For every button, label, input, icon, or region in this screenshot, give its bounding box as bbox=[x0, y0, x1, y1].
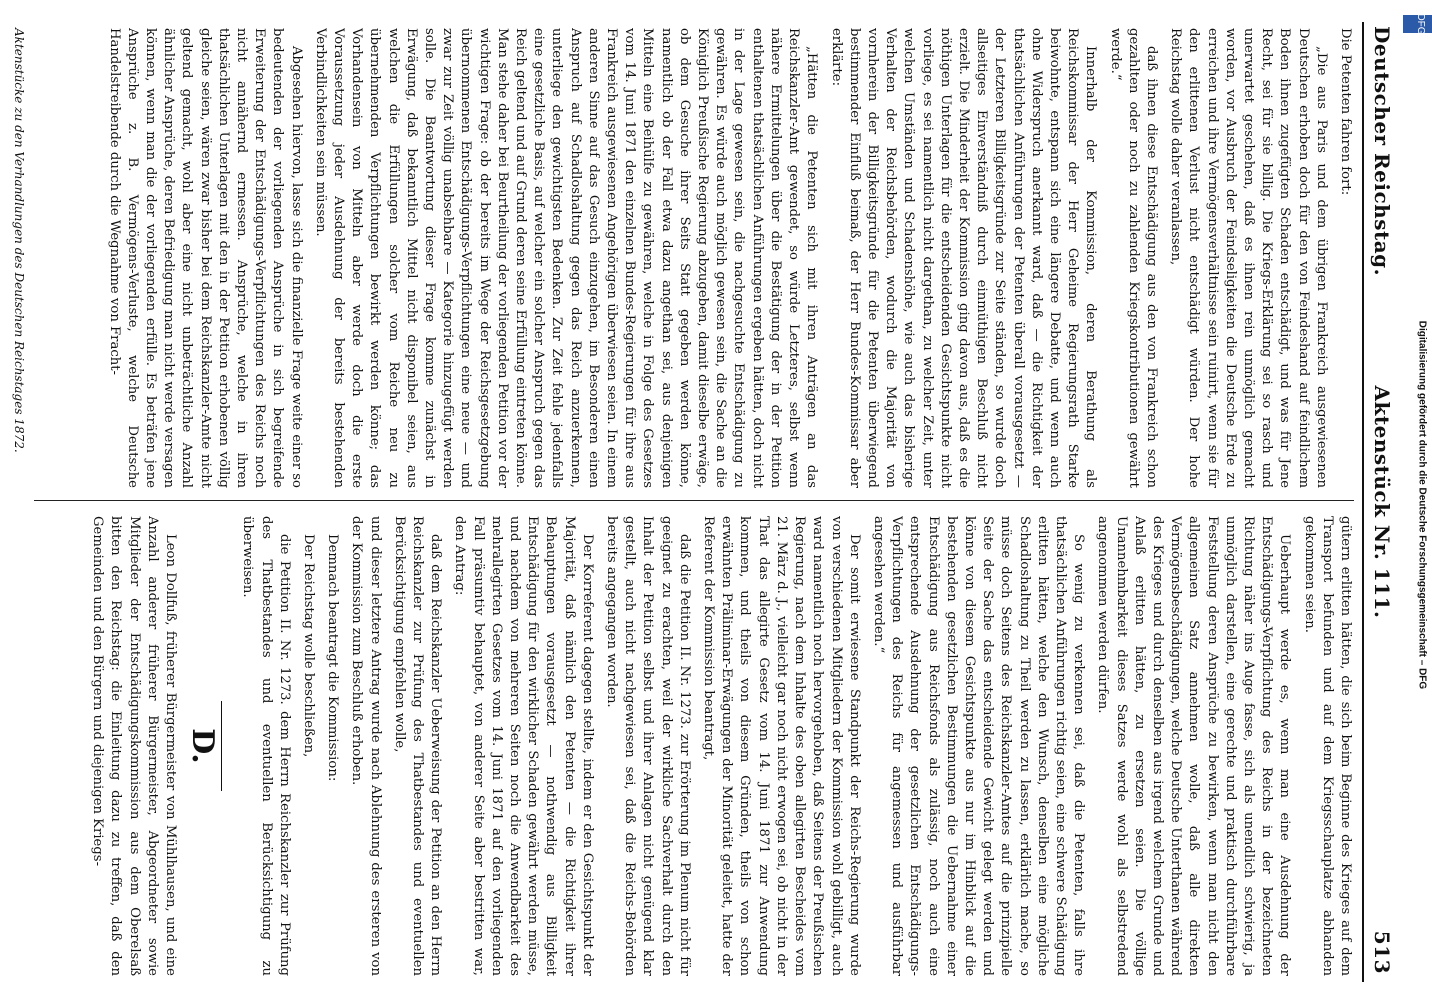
paragraph: daß die Petition II. Nr. 1273. zur Erörterung im Plenum nicht für geeignet zu erachten, weil der wirkliche Sachverhalt durch den Inhalt der Petition selbst und ihrer Anlagen nicht genügend klar gestellt, auch nicht nachgewiesen sei, daß die Reichs-Behörden bereits angegangen worden. bbox=[604, 516, 692, 976]
dfg-logo-icon: DFG bbox=[1403, 15, 1432, 33]
column-divider bbox=[34, 500, 1354, 501]
document-page bbox=[0, 22, 1402, 982]
paragraph: Demnach beantragt die Kommission: bbox=[325, 534, 341, 782]
paragraph: Der Korreferent dagegen stellte, indem er den Gesichtspunkt der Majorität, daß nämlich den Petenten — die Richtigkeit ihrer Behauptungen vorausgesetzt — nothwendig aus Billigkeit Entschädigung für den wirklicher Schaden gewährt werden müsse, und nachdem von mehreren Seiten noch die Anwendbarkeit des mehrallegirten Gesetzes vom 14. Juni 1871 auf den vorliegenden Fall präsumtiv behauptet, von anderer Seite aber bestritten war, den Antrag: bbox=[452, 516, 595, 976]
header-left-title: Deutscher Reichstag. bbox=[1370, 26, 1394, 277]
paragraph: gütern erlitten hätten, die sich beim Beginne des Krieges auf dem Transport befunden und auf dem Kriegsschauplatze abhanden gekommen seien. bbox=[1301, 516, 1353, 976]
paragraph: daß dem Reichskanzler Ueberweisung der Petition an den Herrn Reichskanzler zur Prüfung des Thatbestandes und eventuellen Berücksichtigung empfehlen wolle, bbox=[391, 516, 444, 976]
paragraph: So wenig zu verkennen sei, daß die Petenten, falls ihre thatsächlichen Anführungen richtig seien, eine schwere Schädigung erlitten hätten, welche den Wunsch, denselben eine mögliche Schadloshaltung zu Theil werden zu lassen, erklärlich mache, so müsse doch Seitens des Reichskanzler-Amtes auf die prinzipielle Seite der Sache das entscheidende Gewicht gelegt werden und könne von diesem Gesichtspunkte aus nur im Hinblick auf die bestehenden gesetzlichen Bestimmungen die Uebernahme einer Entschädigung aus Reichsfonds als zulässig, noch auch eine entsprechende Ausdehnung der gesetzlichen Entschädigungs-Verpflichtungen des Reichs für angemessen und ausführbar angesehen werden.“ bbox=[870, 516, 1087, 976]
header-center-title: Aktenstück Nr. 111. bbox=[1370, 385, 1394, 619]
section-rule bbox=[221, 701, 222, 791]
page-header bbox=[1362, 22, 1402, 982]
paragraph: „Die aus Paris und dem übrigen Frankreich ausgewiesenen Deutschen erhoben doch für den von Feindeshand auf feindlichem Boden ihnen zugefügten Schaden entschädigt, und was für Jene Recht, sei für sie billig. Die Kriegs-Erklärung sei so rasch und unerwartet geschehen, daß es ihnen rein unmöglich gemacht worden, vor Ausbruch der Feindseligkeiten die Deutsche Erde zu erreichen und ihre Vermögensverhältnisse sein ruinirt, wenn sie für den erlittenen Verlust nicht entschädigt würden. Der hohe Reichstag wolle daher veranlassen, bbox=[1168, 28, 1329, 488]
dfg-side-label bbox=[1416, 40, 1428, 970]
paragraph: Der somit erwiesene Standpunkt der Reichs-Regierung wurde von verschiedenen Mitgliedern der Kommission wohl gebilligt, auch ward namentlich noch hervorgehoben, daß Seitens der Preußischen Regierung, nach dem Inhalte des oben allegirten Bescheides vom 21. März d. J., vielleicht gar noch nicht erwogen sei, ob nicht in der That das allegirte Gesetz vom 14. Juni 1871 zur Anwendung kommen, und theils von diesem Gründen, theils von schon erwähnten Präliminar-Erwägungen der Minorität geleitet, hatte der Referent der Kommission beantragt, bbox=[701, 516, 862, 976]
paragraph: Die Petenten fahren fort: bbox=[1338, 28, 1353, 196]
paragraph: Leon Dollfuß, früherer Bürgermeister von Mühlhausen, und eine Anzahl anderer früherer Bürgermeister, Abgeordneter sowie Mitglieder der Entschädigungskommission aus dem Oberelsaß bitten den Reichstag: die Einleitung dazu zu treffen, daß den Gemeinden und den Bürgern und diejenigen Kriegs- bbox=[90, 516, 179, 976]
paragraph: Innerhalb der Kommission, deren Berathung als Reichskommissar der Herr Geheime Regierungsrath Starke beiwohnte, entspann sich eine längere Debatte, und wenn auch ohne Widerspruch anerkannt ward, daß — die Richtigkeit der thatsächlichen Anführungen der Petenten überall vorausgesetzt — der Letzteren Billigkeitsgründe zur Seite ständen, so wurde doch allseitiges Einverständniß durch einmüthigen Beschluß nicht erzielt. Die Minderheit der Kommission ging davon aus, daß es die nöthigen Unterlagen für die entscheidenden Gesichtspunkte nicht vorliege, es sei namentlich nicht dargethan, zu welcher Zeit, unter welchen Umständen und Schadenshöhe, wie auch das bisherige Verhalten der Reichsbehörden, wodurch die Majorität von vornherein der Billigkeitsgründe für die Petenten überwiegend bestimmender Einfluß beimaß, der Herr Bundes-Kommissar aber erklärte: bbox=[828, 28, 1099, 488]
paragraph: Der Reichstag wolle beschließen, bbox=[301, 534, 317, 758]
paragraph: Abgesehen hiervon, lasse sich die finanzielle Frage weite einer so bedeutenden der vorliegenden Ansprüche in sich begreifende Erweiterung der Entschädigungs-Verpflichtungen des Reichs noch nicht annähernd ermessen. Ansprüche, welche in ihren thatsächlichen Unterlagen mit den in der Petition erhobenen völlig gleiche seien, wären zwar bisher bei dem Reichskanzler-Amte nicht geltend gemacht, wohl aber eine nicht unbeträchtliche Anzahl ähnlicher Ansprüche, deren Befriedigung man nicht werde versagen können, wenn man die der vorliegenden erfülle. Es beträfen jene Ansprüche z. B. Vermögens-Verluste, welche Deutsche Handelstreibende durch die Wegnahme von Fracht- bbox=[106, 28, 304, 488]
section-letter: D. bbox=[185, 728, 221, 764]
dfg-label-text: Digitalisierung gefördert durch die Deutsche Forschungsgemeinschaft – DFG bbox=[1416, 320, 1428, 690]
left-column bbox=[34, 28, 1354, 488]
paragraph: Ueberhaupt werde es, wenn man eine Ausdehnung der Entschädigungs-Verpflichtung des Reichs in der bezeichneten Richtung näher ins Auge fasse, sich als unendlich schwierig, ja unmöglich darstellen, eine gerechte und praktisch durchführbare Feststellung deren Ansprüche zu bewirken, wenn man nicht den allgemeinen Satz annehmen wolle, daß alle direkten Vermögensbeschädigungen, welche Deutsche Unterthanen während des Krieges und durch denselben aus irgend welchem Grunde und Anlaß erlitten hätten, zu ersetzen seien. Die völlige Unannehmbarkeit dieses Satzes werde wohl als selbstredend angenommen werden dürfen. bbox=[1095, 516, 1293, 976]
paragraph: und dieser letztere Antrag wurde nach Ablehnung des ersteren von der Kommission zum Beschluß erhoben. bbox=[349, 516, 383, 976]
page-footer: Aktenstücke zu den Verhandlungen des Deutschen Reichstages 1872. bbox=[12, 28, 26, 453]
page-number: 513 bbox=[1370, 930, 1394, 974]
paragraph: die Petition II. Nr. 1273. dem Herrn Reichskanzler zur Prüfung des Thatbestandes und eventuellen Berücksichtigung zu überweisen. bbox=[240, 516, 292, 976]
paragraph: „Hätten die Petenten sich mit ihren Anträgen an das Reichskanzler-Amt gewendet, so würde Letzteres, selbst wenn nähere Ermittelungen über die Bestätigung der in der Petition enthaltenen thatsächlichen Anführungen ergeben hätten, doch nicht in der Lage gewesen sein, die nachgesuchte Entschädigung zu gewähren. Es würde auch möglich gewesen sein, die Sache an die Königlich Preußische Regierung abzugeben, damit dieselbe erwäge, ob dem Gesuche ihrer Seits Statt gegeben werden könne, namentlich ob der Fall etwa dazu angethan sei, aus denjenigen Mitteln eine Beihülfe zu gewähren, welche in Folge des Gesetzes vom 14. Juni 1871 den einzelnen Bundes-Regierungen für ihre aus Frankreich ausgewiesenen Angehörigen überwiesen seien. In einem anderen Sinne auf das Gesuch einzugehen, im Besonderen einen Anspruch auf Schadloshaltung gegen das Reich anzuerkennen, unterliege den gewichtigsten Bedenken. Zur Zeit fehle jedenfalls eine gesetzliche Basis, auf welcher ein solcher Anspruch gegen das Reich geltend und auf Grund deren seine Erfüllung eintreten könne. Man stehe daher bei Beurtheilung der vorliegenden Petition vor der wichtigen Frage: ob der bereits im Wege der Reichsgesetzgebung übernommenen Entschädigungs-Verpflichtungen eine neue — und zwar zur Zeit völlig unabsehbare — Kategorie hinzugefügt werden solle. Die Beantwortung dieser Frage komme zunächst in Erwägung, daß bekanntlich Mittel nicht disponibel seien, aus welchen die Erfüllungen solcher vom Reiche neu zu übernehmenden Verpflichtungen bewirkt werden könne; das Vorhandensein von Mitteln aber werde doch die erste Voraussetzung jeder Ausdehnung der bereits bestehenden Verbindlichkeiten sein müssen. bbox=[312, 28, 820, 488]
right-column bbox=[34, 516, 1354, 976]
paragraph: daß ihnen diese Entschädigung aus den von Frankreich schon gezahlten oder noch zu zahlenden Kriegskontributionen gewährt werde.“ bbox=[1107, 28, 1159, 488]
